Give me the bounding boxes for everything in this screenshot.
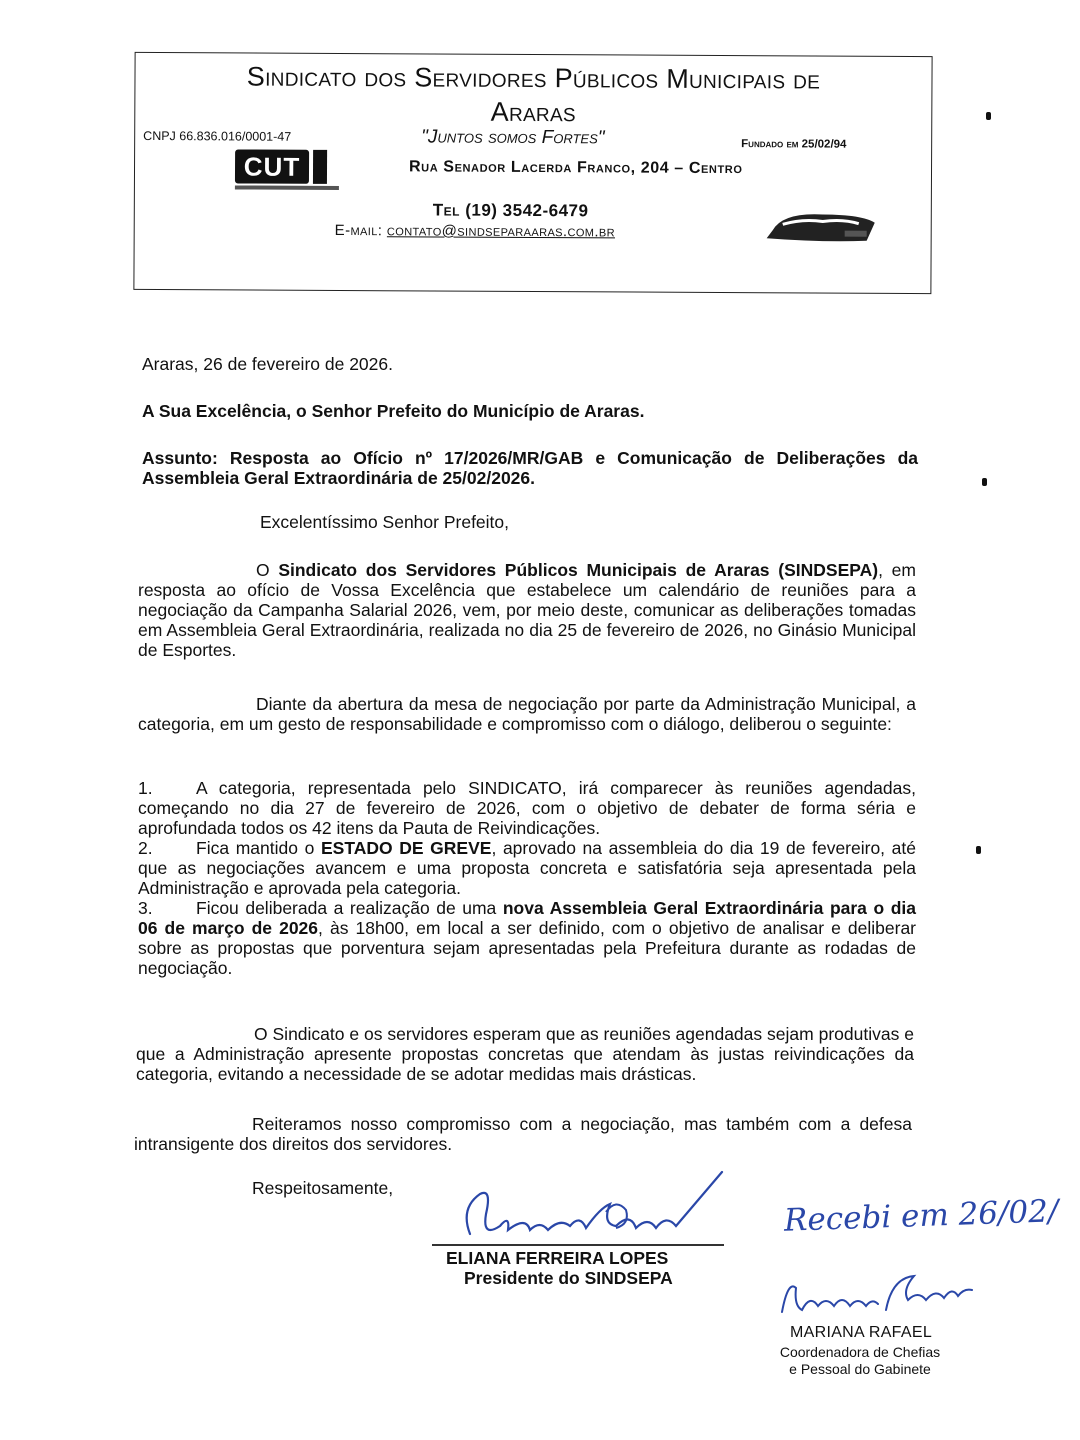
deliberation-list	[138, 778, 916, 978]
subject: Assunto: Resposta ao Ofício nº 17/2026/MR/GAB e Comunicação de Deliberações da Assembleia Geral Extraordinária de 25/02/2026.	[142, 448, 918, 488]
union-name: Sindicato dos Servidores Públicos Municipais de Araras	[246, 61, 821, 128]
cnpj: CNPJ 66.836.016/0001-47	[143, 128, 292, 144]
list-item: 2. Fica mantido o ESTADO DE GREVE, aprovado na assembleia do dia 19 de fevereiro, até que as negociações avancem e uma proposta concreta e satisfatória seja apresentada pela Administração e aprovada pela categoria.	[138, 838, 917, 898]
signer-role: Presidente do SINDSEPA	[464, 1268, 673, 1288]
salutation: Excelentíssimo Senhor Prefeito,	[260, 512, 510, 532]
letter-date: Araras, 26 de fevereiro de 2026.	[142, 354, 393, 374]
paragraph-commitment: Reiteramos nosso compromisso com a negociação, mas também com a defesa intransigente dos direitos dos servidores.	[134, 1114, 912, 1154]
receiver-signature-icon	[776, 1266, 976, 1326]
letterhead	[133, 52, 932, 294]
address: Rua Senador Lacerda Franco, 204 – Centro	[408, 158, 743, 178]
email-line	[335, 222, 615, 240]
founded-date: Fundado em 25/02/94	[741, 138, 847, 151]
sindsepa-logo-icon	[763, 208, 879, 245]
receiver-role: Coordenadora de Chefias e Pessoal do Gabinete	[779, 1344, 941, 1377]
punch-mark	[976, 846, 981, 854]
president-signature-icon	[430, 1168, 726, 1252]
cut-logo-text: CUT	[235, 149, 309, 183]
paragraph-expectation: O Sindicato e os servidores esperam que as reuniões agendadas sejam produtivas e que a Administração apresente propostas concretas que atendam às justas reivindicações da categoria, evitando a necessidade de se adotar medidas mais drásticas.	[136, 1024, 914, 1084]
signature-line	[432, 1244, 724, 1246]
receipt-handwritten-note: Recebi em 26/02/	[783, 1193, 1059, 1239]
punch-mark	[982, 478, 987, 486]
punch-mark	[986, 112, 991, 120]
paragraph-deliberation: Diante da abertura da mesa de negociação por parte da Administração Municipal, a categoria, em um gesto de responsabilidade e compromisso com o diálogo, deliberou o seguinte:	[138, 694, 916, 734]
closing: Respeitosamente,	[252, 1178, 394, 1198]
signer-name: ELIANA FERREIRA LOPES	[446, 1248, 669, 1268]
email-label: E-mail:	[334, 221, 383, 240]
paragraph-intro: O Sindicato dos Servidores Públicos Municipais de Araras (SINDSEPA), em resposta ao ofício de Vossa Excelência que estabelece um calendário de reuniões para a negociação da Campanha Salarial 2026, vem, por meio deste, comunicar as deliberações tomadas em Assembleia Geral Extraordinária, realizada no dia 25 de fevereiro de 2026, no Ginásio Municipal de Esportes.	[138, 560, 916, 660]
list-item: 3. Ficou deliberada a realização de uma nova Assembleia Geral Extraordinária para o dia 06 de março de 2026, às 18h00, em local a ser definido, com o objetivo de analisar e deliberar sobre as propostas que porventura sejam apresentadas pela Prefeitura durante as rodadas de negociação.	[138, 898, 916, 978]
list-item: 1. A categoria, representada pelo SINDICATO, irá comparecer às reuniões agendadas, começando no dia 27 de fevereiro de 2026, com o objetivo de debater de forma séria e aprofundada todos os 42 itens da Pauta de Reivindicações.	[138, 778, 916, 838]
receiver-name: MARIANA RAFAEL	[790, 1324, 933, 1341]
email-link[interactable]: contato@sindseparaaras.com.br	[386, 222, 616, 241]
addressee: A Sua Excelência, o Senhor Prefeito do Município de Araras.	[142, 401, 645, 421]
motto: "Juntos somos Fortes"	[421, 126, 605, 149]
phone: Tel (19) 3542-6479	[432, 200, 589, 221]
cut-logo	[235, 149, 339, 196]
